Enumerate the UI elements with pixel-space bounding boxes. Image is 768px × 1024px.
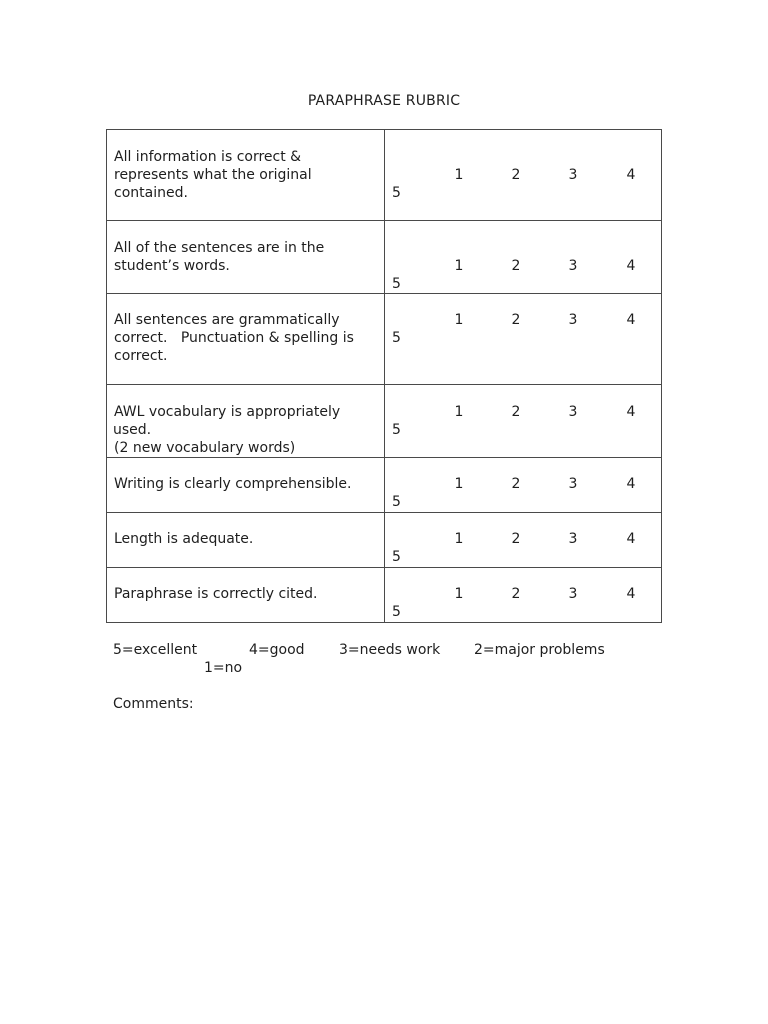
score-1: 1: [454, 531, 464, 547]
score-3: 3: [568, 586, 578, 602]
score-cell: [385, 130, 662, 221]
score-2: 2: [511, 531, 521, 547]
score-4: 4: [626, 476, 636, 492]
score-5: 5: [392, 604, 401, 620]
legend-excellent: 5=excellent: [113, 642, 198, 658]
score-3: 3: [568, 531, 578, 547]
score-2: 2: [511, 312, 521, 328]
score-2: 2: [511, 167, 521, 183]
criterion-line: AWL vocabulary is appropriately: [114, 404, 341, 420]
rubric-row: [107, 385, 662, 458]
legend-no: 1=no: [204, 660, 243, 676]
score-3: 3: [568, 404, 578, 420]
score-2: 2: [511, 476, 521, 492]
score-cell: [385, 294, 662, 385]
rubric-row: [107, 458, 662, 513]
legend-needs-work: 3=needs work: [339, 642, 441, 658]
score-3: 3: [568, 167, 578, 183]
rubric-row: [107, 568, 662, 623]
criterion-cell: [107, 513, 385, 568]
criterion-cell: [107, 385, 385, 458]
criterion-line: All information is correct &: [114, 149, 302, 165]
score-3: 3: [568, 312, 578, 328]
rubric-row: [107, 513, 662, 568]
score-1: 1: [454, 167, 464, 183]
criterion-line: All sentences are grammatically: [114, 312, 340, 328]
criterion-line: student’s words.: [114, 258, 230, 274]
score-4: 4: [626, 258, 636, 274]
score-5: 5: [392, 494, 401, 510]
rubric-row: [107, 221, 662, 294]
score-1: 1: [454, 404, 464, 420]
criterion-cell: [107, 221, 385, 294]
legend-major-problems: 2=major problems: [474, 642, 605, 658]
criterion-line: used.: [113, 422, 152, 438]
score-cell: [385, 458, 662, 513]
score-2: 2: [511, 258, 521, 274]
criterion-line: Writing is clearly comprehensible.: [114, 476, 352, 492]
score-cell: [385, 568, 662, 623]
score-5: 5: [392, 549, 401, 565]
score-4: 4: [626, 312, 636, 328]
criterion-line: correct.: [114, 348, 168, 364]
criterion-line: (2 new vocabulary words): [114, 440, 296, 456]
comments-label: Comments:: [113, 696, 194, 712]
criterion-cell: [107, 458, 385, 513]
score-5: 5: [392, 330, 401, 346]
criterion-line: Length is adequate.: [114, 531, 254, 547]
score-1: 1: [454, 586, 464, 602]
criterion-line: correct. Punctuation & spelling is: [114, 330, 354, 346]
score-5: 5: [392, 422, 401, 438]
score-4: 4: [626, 531, 636, 547]
criterion-cell: [107, 568, 385, 623]
score-1: 1: [454, 258, 464, 274]
criterion-line: Paraphrase is correctly cited.: [114, 586, 318, 602]
score-3: 3: [568, 476, 578, 492]
score-1: 1: [454, 312, 464, 328]
rubric-row: [107, 130, 662, 221]
document-title: PARAPHRASE RUBRIC: [307, 93, 461, 109]
rubric-row: [107, 294, 662, 385]
score-4: 4: [626, 404, 636, 420]
criterion-cell: [107, 294, 385, 385]
score-5: 5: [392, 276, 401, 292]
criterion-cell: [107, 130, 385, 221]
score-5: 5: [392, 185, 401, 201]
criterion-line: contained.: [114, 185, 188, 201]
score-cell: [385, 385, 662, 458]
criterion-line: All of the sentences are in the: [114, 240, 325, 256]
score-cell: [385, 513, 662, 568]
score-4: 4: [626, 167, 636, 183]
score-3: 3: [568, 258, 578, 274]
legend-good: 4=good: [249, 642, 305, 658]
rubric-table: [106, 129, 662, 623]
score-2: 2: [511, 404, 521, 420]
score-4: 4: [626, 586, 636, 602]
score-2: 2: [511, 586, 521, 602]
score-cell: [385, 221, 662, 294]
criterion-line: represents what the original: [114, 167, 312, 183]
score-1: 1: [454, 476, 464, 492]
